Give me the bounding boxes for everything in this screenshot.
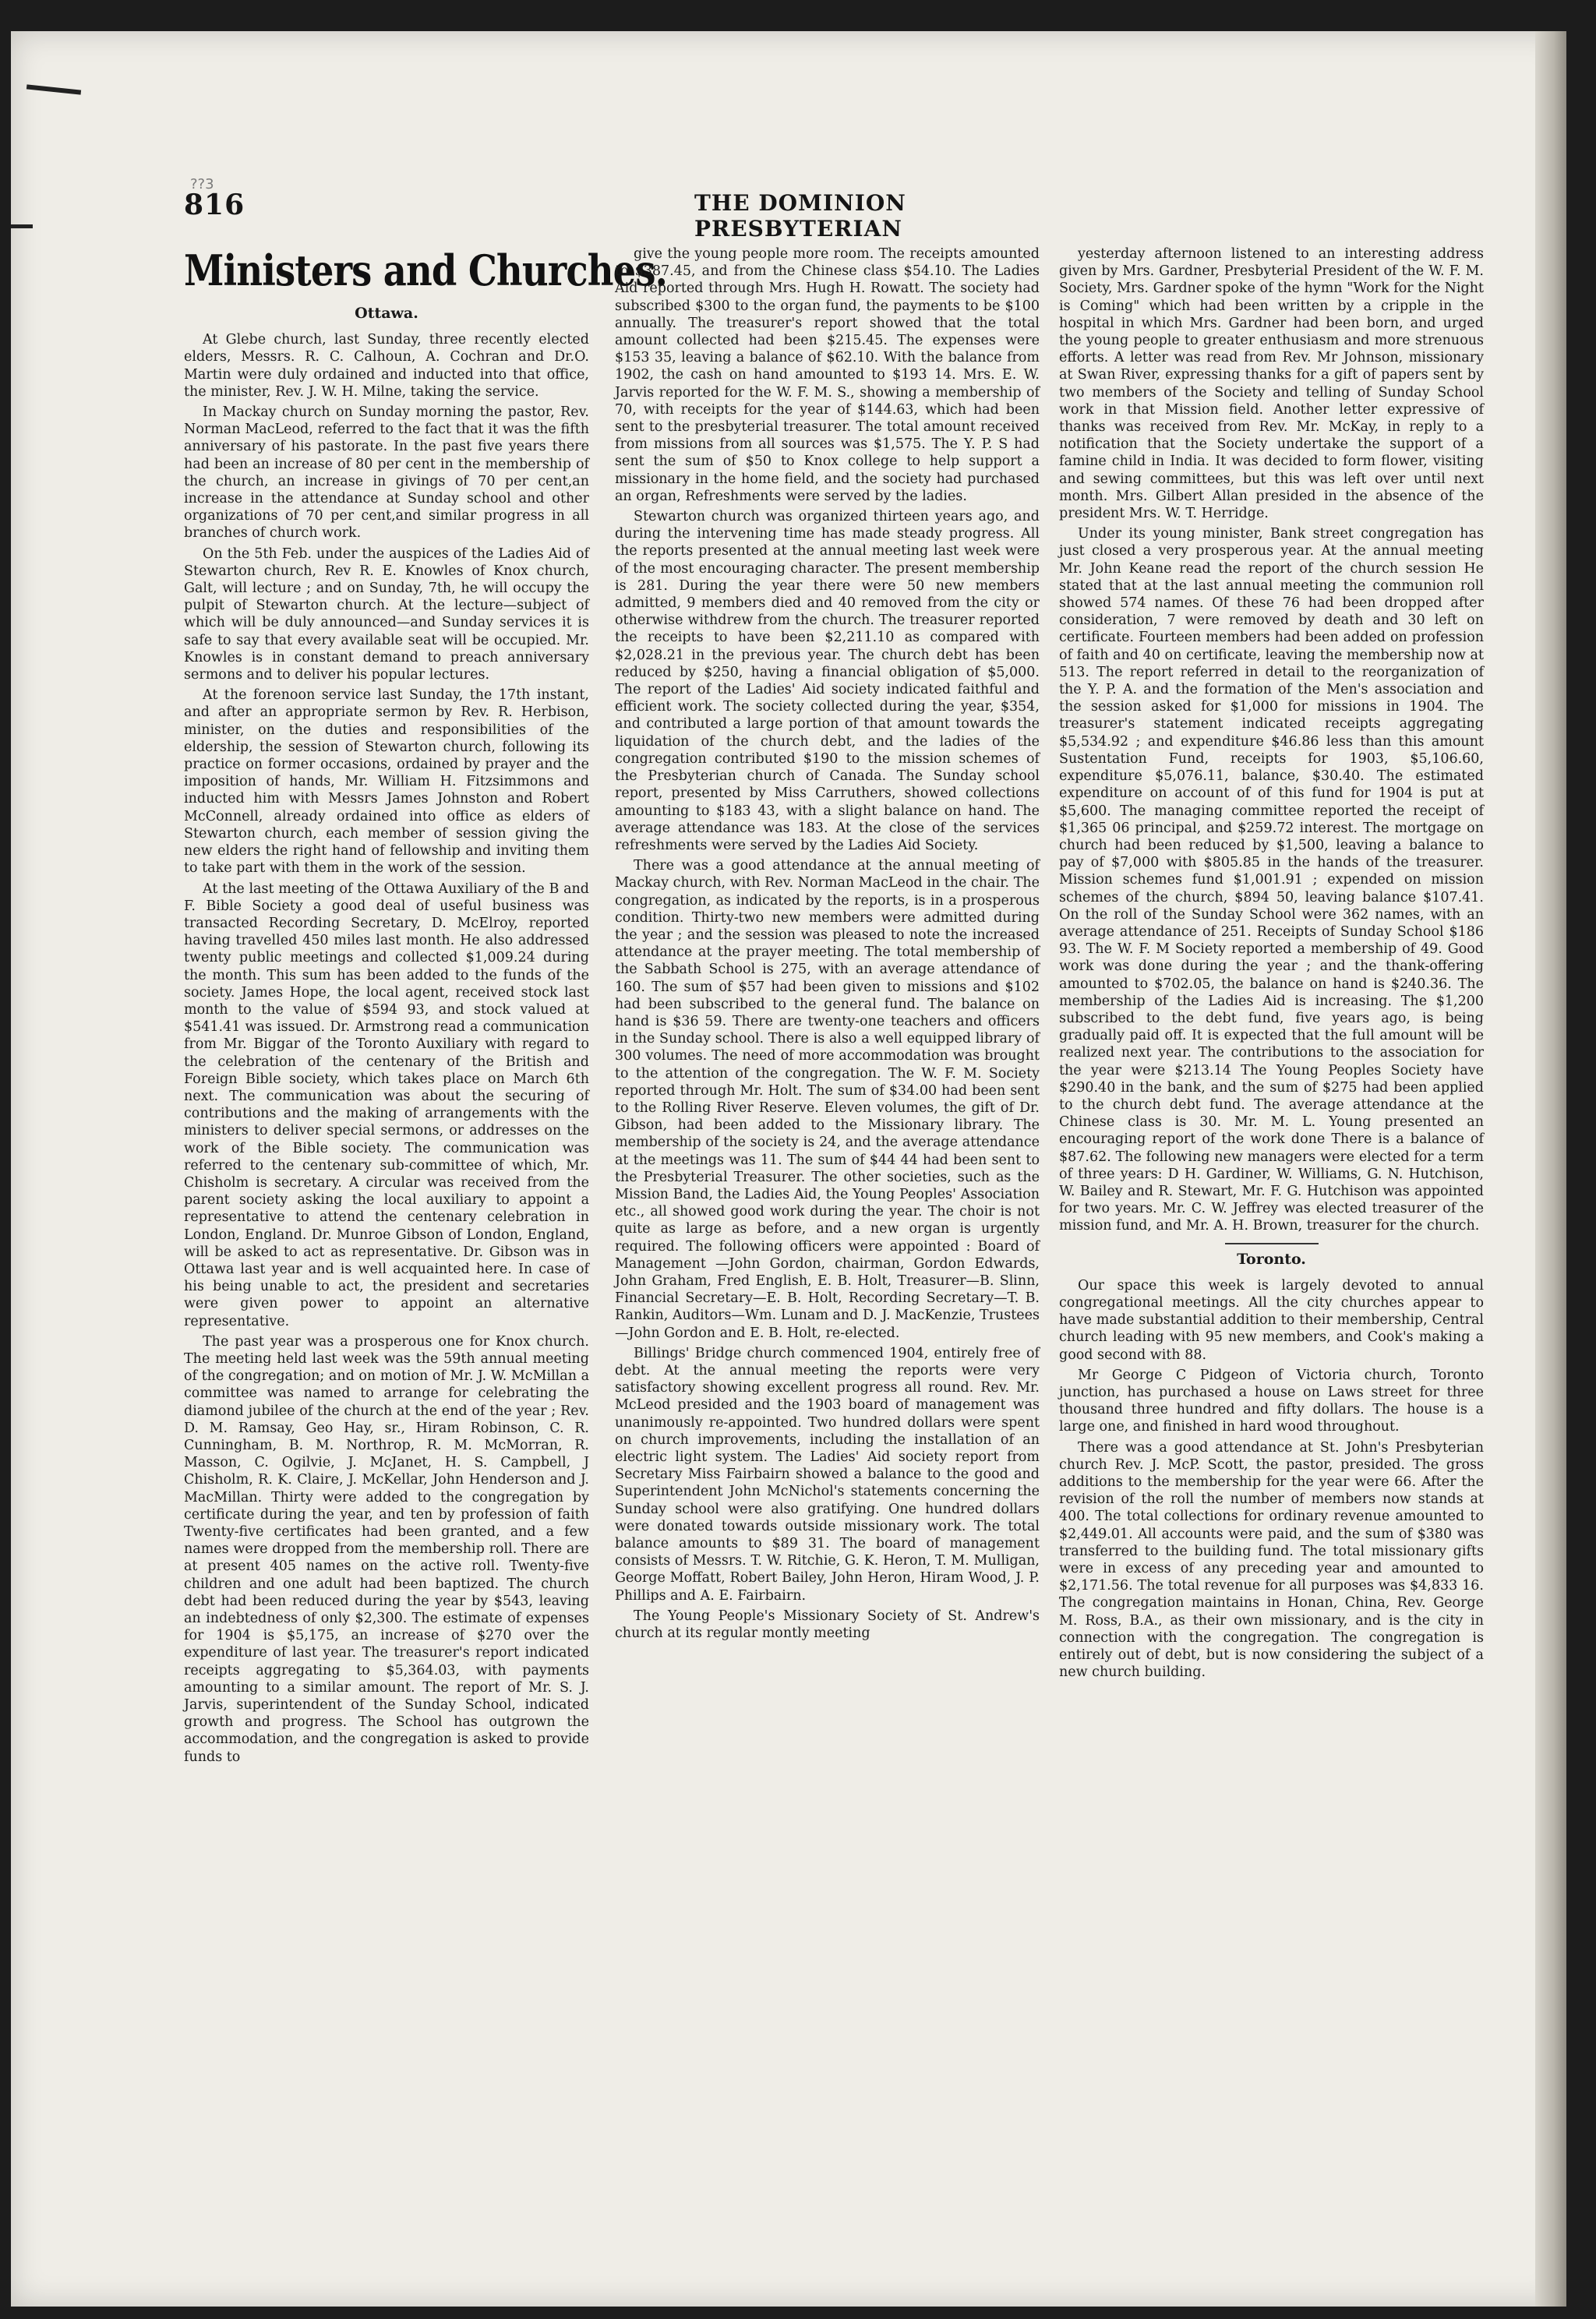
pencil-annotation: ??3 [190,176,214,192]
article-paragraph: At the forenoon service last Sunday, the 17th instant, and after an appropriate sermon by Rev. R. Herbison, minister, on the duties and responsibilities of the eldership, the session of Stewarton church, following its practice on former occasions, ordained by prayer and the imposition of hands, Mr. William H. Fitzsimmons and inducted him with Messrs James Johnston and Robert McConnell, already ordained into office as elders of Stewarton church, each member of session giving the new elders the right hand of fellowship and inviting them to take part with them in the work of the session. [184,687,589,877]
article-paragraph: The past year was a prosperous one for Knox church. The meeting held last week was the 59th annual meeting of the congregation; and on motion of Mr. J. W. McMillan a committee was named to arrange for celebrating the diamond jubilee of the church at the end of the year ; Rev. D. M. Ramsay, Geo Hay, sr., Hiram Robinson, C. R. Cunningham, B. M. Northrop, R. M. McMorran, R. Masson, C. Ogilvie, J. McJanet, H. S. Campbell, J Chisholm, R. K. Claire, J. McKellar, John Henderson and J. MacMillan. Thirty were added to the congregation by certificate during the year, and ten by profession of faith Twenty-five certificates had been granted, and a few names were dropped from the membership roll. There are at present 405 names on the active roll. Twenty-five children and one adult had been baptized. The church debt had been reduced during the year by $543, leaving an indebtedness of only $2,300. The estimate of expenses for 1904 is $5,175, an increase of $270 over the expenditure of last year. The treasurer's report indicated receipts aggregating to $5,364.03, with payments amounting to a similar amount. The report of Mr. S. J. Jarvis, superintendent of the Sunday School, indicated growth and progress. The School has outgrown the accommodation, and the congregation is asked to provide funds to [184,1333,589,1765]
section-rule [1225,1243,1319,1244]
article-paragraph: At Glebe church, last Sunday, three recently elected elders, Messrs. R. C. Calhoun, A. Cochran and Dr.O. Martin were duly ordained and inducted into that office, the minister, Rev. J. W. H. Milne, taking the service. [184,332,589,400]
section-heading-toronto: Toronto. [1237,1250,1306,1268]
column-3-paragraphs-a [1059,245,1484,1235]
article-paragraph: At the last meeting of the Ottawa Auxiliary of the B and F. Bible Society a good deal of useful business was transacted Recording Secretary, D. McElroy, reported having travelled 450 miles last month. He also addressed twenty public meetings and collected $1,009.24 during the month. This sum has been added to the funds of the society. James Hope, the local agent, received stock last month to the value of $594 93, and stock valued at $541.41 was issued. Dr. Armstrong read a communication from Mr. Biggar of the Toronto Auxiliary with regard to the celebration of the centenary of the British and Foreign Bible society, which takes place on March 6th next. The communication was about the securing of contributions and the making of arrangements with the ministers to deliver special sermons, or addresses on the work of the Bible society. The communication was referred to the centenary sub-committee of which, Mr. Chisholm is secretary. A circular was received from the parent society asking the local auxiliary to appoint a representative to attend the centenary celebration in London, England. Dr. Munroe Gibson of London, England, will be asked to act as representative. Dr. Gibson was in Ottawa last year and is well acquainted here. In case of his being unable to act, the president and secretaries were given power to appoint an alternative representative. [184,881,589,1329]
article-paragraph: Billings' Bridge church commenced 1904, entirely free of debt. At the annual meeting the reports were very satisfactory showing excellent progress all round. Rev. Mr. McLeod presided and the 1903 board of management was unanimously re-appointed. Two hundred dollars were spent on church improvements, including the installation of an electric light system. The Ladies' Aid society report from Secretary Miss Fairbairn showed a balance to the good and Superintendent John McNichol's statements concerning the Sunday school were also gratifying. One hundred dollars were donated towards outside missionary work. The total balance amounts to $89 31. The board of management consists of Messrs. T. W. Ritchie, G. K. Heron, T. M. Mulligan, George Moffatt, Robert Bailey, John Heron, Hiram Wood, J. P. Phillips and A. E. Fairbairn. [615,1345,1040,1604]
article-paragraph: yesterday afternoon listened to an interesting address given by Mrs. Gardner, Presbyterial President of the W. F. M. Society, Mrs. Gardner spoke of the hymn "Work for the Night is Coming" which had been written by a cripple in the hospital in which Mrs. Gardner had been born, and urged the young people to greater enthusiasm and more strenuous efforts. A letter was read from Rev. Mr Johnson, missionary at Swan River, expressing thanks for a gift of papers sent by two members of the Society and telling of Sunday School work in that Mission field. Another letter expressive of thanks was received from Rev. Mr. McKay, in reply to a notification that the Society undertake the support of a famine child in India. It was decided to form flower, visiting and sewing committees, but this was left over until next month. Mrs. Gilbert Allan presided in the absence of the president Mrs. W. T. Herridge. [1059,246,1484,522]
column-2-paragraphs [615,245,1040,1642]
column-3 [1059,245,1484,1684]
column-1 [184,245,667,1769]
page-edge-shadow [1535,31,1566,2307]
running-title: THE DOMINION PRESBYTERIAN [694,190,906,242]
article-paragraph: Stewarton church was organized thirteen years ago, and during the intervening time has made steady progress. All the reports presented at the annual meeting last week were of the most encouraging character. The present membership is 281. During the year there were 50 new members admitted, 9 members died and 40 removed from the city or otherwise withdrew from the church. The treasurer reported the receipts to have been $2,211.10 as compared with $2,028.21 in the previous year. The church debt has been reduced by $250, having a financial obligation of $5,000. The report of the Ladies' Aid society indicated faithful and efficient work. The society collected during the year, $354, and contributed a large portion of that amount towards the liquidation of the church debt, and the ladies of the congregation contributed $190 to the mission schemes of the Presbyterian church of Canada. The Sunday school report, presented by Miss Carruthers, showed collections amounting to $183 43, with a slight balance on hand. The average attendance was 183. At the close of the services refreshments were served by the Ladies Aid Society. [615,509,1040,853]
article-paragraph: In Mackay church on Sunday morning the pastor, Rev. Norman MacLeod, referred to the fact that it was the fifth anniversary of his pastorate. In the past five years there had been an increase of 80 per cent in the membership of the church, an increase in givings of 70 per cent,an increase in the attendance at Sunday school and other organizations of 70 per cent,and similar progress in all branches of church work. [184,404,589,542]
column-2 [615,245,1040,1645]
article-headline: Ministers and Churches. [184,245,667,295]
article-paragraph: Our space this week is largely devoted to annual congregational meetings. All the city churches appear to have made substantial addition to their membership, Central church leading with 95 new members, and Cook's making a good second with 88. [1059,1277,1484,1363]
column-1-paragraphs [184,331,589,1766]
article-paragraph: There was a good attendance at the annual meeting of Mackay church, with Rev. Norman MacLeod in the chair. The congregation, as indicated by the reports, is in a prosperous condition. Thirty-two new members were admitted during the year ; and the session was pleased to note the increased attendance at the prayer meeting. The total membership of the Sabbath School is 275, with an average attendance of 160. The sum of $57 had been given to missions and $102 had been subscribed to the general fund. The balance on hand is $36 59. There are twenty-one teachers and officers in the Sunday school. There is also a well equipped library of 300 volumes. The need of more accommodation was brought to the attention of the congregation. The W. F. M. Society reported through Mr. Holt. The sum of $34.00 had been sent to the Rolling River Reserve. Eleven volumes, the gift of Dr. Gibson, had been added to the Missionary library. The membership of the society is 24, and the average attendance at the meetings was 11. The sum of $44 44 had been sent to the Presbyterial Treasurer. The other societies, such as the Mission Band, the Ladies Aid, the Young Peoples' Association etc., all showed good work during the year. The choir is not quite as large as before, and a new organ is urgently required. The following officers were appointed : Board of Management —John Gordon, chairman, Gordon Edwards, John Graham, Fred English, E. B. Holt, Treasurer—B. Slinn, Financial Secretary—E. B. Holt, Recording Secretary—T. B. Rankin, Auditors—Wm. Lunam and D. J. MacKenzie, Trustees—John Gordon and E. B. Holt, re-elected. [615,858,1040,1341]
article-paragraph: Mr George C Pidgeon of Victoria church, Toronto junction, has purchased a house on Laws street for three thousand three hundred and fifty dollars. The house is a large one, and finished in hard wood throughout. [1059,1367,1484,1435]
section-heading-ottawa: Ottawa. [355,305,418,322]
page-header [184,189,1072,242]
newspaper-page [11,31,1566,2307]
article-paragraph: There was a good attendance at St. John's Presbyterian church Rev. J. McP. Scott, the pastor, presided. The gross additions to the membership for the year were 66. After the revision of the roll the number of members now stands at 400. The total collections for ordinary revenue amounted to $2,449.01. All accounts were paid, and the sum of $380 was transferred to the building fund. The total missionary gifts were in excess of any preceding year and amounted to $2,171.56. The total revenue for all purposes was $4,833 16. The congregation maintains in Honan, China, Rev. George M. Ross, B.A., as their own missionary, and is the city in connection with the congregation. The congregation is entirely out of debt, but is now considering the subject of a new church building. [1059,1439,1484,1681]
article-paragraph: Under its young minister, Bank street congregation has just closed a very prosperous year. At the annual meeting Mr. John Keane read the report of the church session He stated that at the last annual meeting the communion roll showed 574 names. Of these 76 had been dropped after consideration, 7 were removed by death and 30 left on certificate. Fourteen members had been added on profession of faith and 40 on certificate, leaving the membership now at 513. The report referred in detail to the reorganization of the Y. P. A. and the formation of the Men's association and the session asked for $1,000 for missions in 1904. The treasurer's statement indicated receipts aggregating $5,534.92 ; and expenditure $46.86 less than this amount Sustentation Fund, receipts for 1903, $5,106.60, expenditure $5,076.11, balance, $30.40. The estimated expenditure on account of of this fund for 1904 is put at $5,600. The managing committee reported the receipt of $1,365 06 principal, and $259.72 interest. The mortgage on church had been reduced by $1,500, leaving a balance to pay of $7,000 with $805.85 in the hands of the treasurer. Mission schemes fund $1,001.91 ; expended on mission schemes of the church, $894 50, leaving balance $107.41. On the roll of the Sunday School were 362 names, with an average attendance of 251. Receipts of Sunday School $186 93. The W. F. M Society reported a membership of 49. Good work was done during the year ; and the thank-offering amounted to $702.05, the balance on hand is $240.36. The membership of the Ladies Aid is increasing. The $1,200 subscribed to the debt fund, five years ago, is being gradually paid off. It is expected that the full amount will be realized next year. The contributions to the association for the year were $213.14 The Young Peoples Society have $290.40 in the bank, and the sum of $275 had been applied to the church debt fund. The average attendance at the Chinese class is 30. Mr. M. L. Young presented an encouraging report of the work done There is a balance of $87.62. The following new managers were elected for a term of three years: D H. Gardiner, W. Williams, G. N. Hutchison, W. Bailey and R. Stewart, Mr. F. G. Hutchison was appointed for two years. Mr. C. W. Jeffrey was elected treasurer of the mission fund, and Mr. A. H. Brown, treasurer for the church. [1059,526,1484,1234]
corner-scuff-mark [26,84,81,94]
article-paragraph: On the 5th Feb. under the auspices of the Ladies Aid of Stewarton church, Rev R. E. Knowles of Knox church, Galt, will lecture ; and on Sunday, 7th, he will occupy the pulpit of Stewarton church. At the lecture—subject of which will be duly announced—and Sunday services it is safe to say that every available seat will be occupied. Mr. Knowles is in constant demand to preach anniversary sermons and to deliver his popular lectures. [184,545,589,683]
margin-mark [11,224,33,228]
article-paragraph: The Young People's Missionary Society of St. Andrew's church at its regular montly meeting [615,1608,1040,1642]
column-3-paragraphs-b [1059,1277,1484,1682]
article-paragraph: give the young people more room. The receipts amounted to $387.45, and from the Chinese class $54.10. The Ladies Aid reported through Mrs. Hugh H. Rowatt. The society had subscribed $300 to the organ fund, the payments to be $100 annually. The treasurer's report showed that the total amount collected had been $215.45. The expenses were $153 35, leaving a balance of $62.10. With the balance from 1902, the cash on hand amounted to $193 14. Mrs. E. W. Jarvis reported for the W. F. M. S., showing a membership of 70, with receipts for the year of $144.63, which had been sent to the presbyterial treasurer. The total amount received from missions from all sources was $1,575. The Y. P. S had sent the sum of $50 to Knox college to help support a missionary in the home field, and the society had purchased an organ, Refreshments were served by the ladies. [615,246,1040,504]
page-number: 816 [184,189,245,221]
